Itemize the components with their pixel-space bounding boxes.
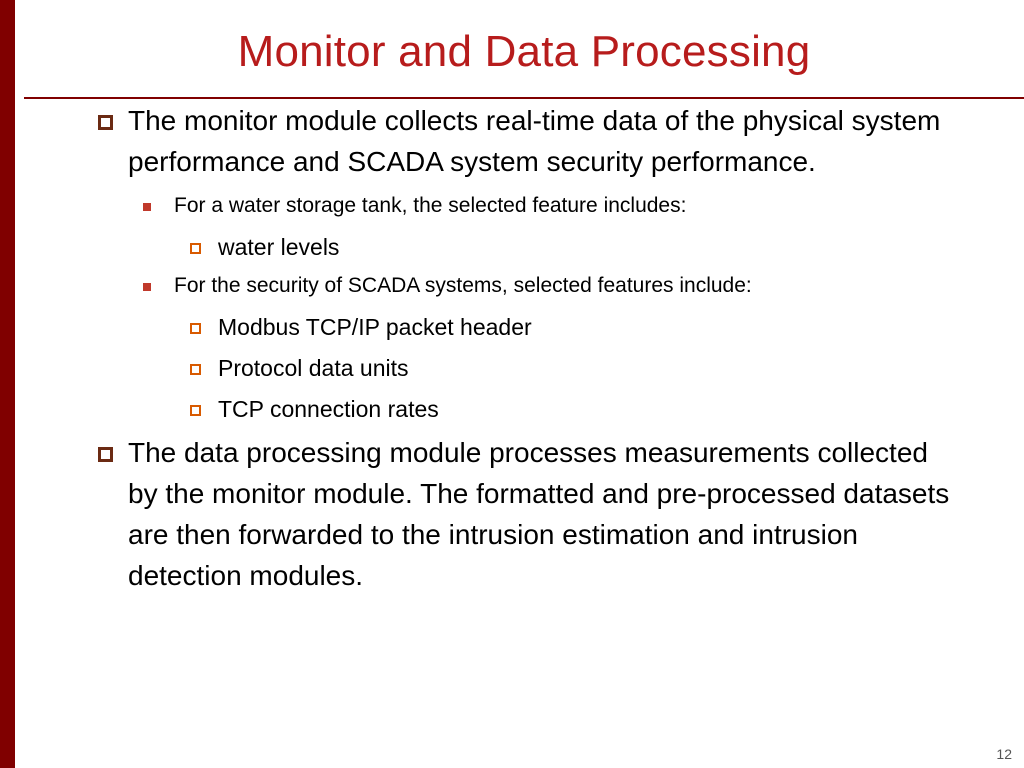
bullet-monitor-module (90, 100, 950, 182)
sub-bullet-text: For the security of SCADA systems, selected features include: (174, 274, 752, 297)
sub-bullet-scada-security (90, 271, 950, 301)
sub-sub-bullet-modbus (90, 312, 950, 342)
sub-bullet-text: For a water storage tank, the selected feature includes: (174, 194, 687, 217)
sub-bullet-water-tank (90, 191, 950, 221)
small-hollow-square-bullet-icon (190, 405, 201, 416)
solid-square-bullet-icon (143, 283, 151, 291)
sub-sub-bullet-text: Modbus TCP/IP packet header (218, 314, 532, 340)
bullet-data-processing-module (90, 432, 950, 596)
solid-square-bullet-icon (143, 203, 151, 211)
hollow-square-bullet-icon (98, 115, 113, 130)
sub-sub-bullet-text: water levels (218, 234, 340, 260)
slide-title: Monitor and Data Processing (237, 27, 811, 76)
left-accent-bar (0, 0, 15, 768)
small-hollow-square-bullet-icon (190, 323, 201, 334)
small-hollow-square-bullet-icon (190, 243, 201, 254)
small-hollow-square-bullet-icon (190, 364, 201, 375)
sub-sub-bullet-text: TCP connection rates (218, 396, 439, 422)
bullet-text: The monitor module collects real-time data of the physical system performance and SCADA system security performance. (128, 105, 941, 177)
slide-number: 12 (996, 746, 1012, 762)
sub-sub-bullet-text: Protocol data units (218, 355, 409, 381)
hollow-square-bullet-icon (98, 447, 113, 462)
bullet-text: The data processing module processes measurements collected by the monitor module. The formatted and pre-processed datasets are then forwarded to the intrusion estimation and intrusion detection modules. (128, 437, 950, 591)
slide-content (90, 100, 950, 596)
sub-sub-bullet-tcp-connection-rates (90, 394, 950, 424)
sub-sub-bullet-water-levels (90, 232, 950, 262)
sub-sub-bullet-protocol-data-units (90, 353, 950, 383)
title-divider (24, 97, 1024, 99)
